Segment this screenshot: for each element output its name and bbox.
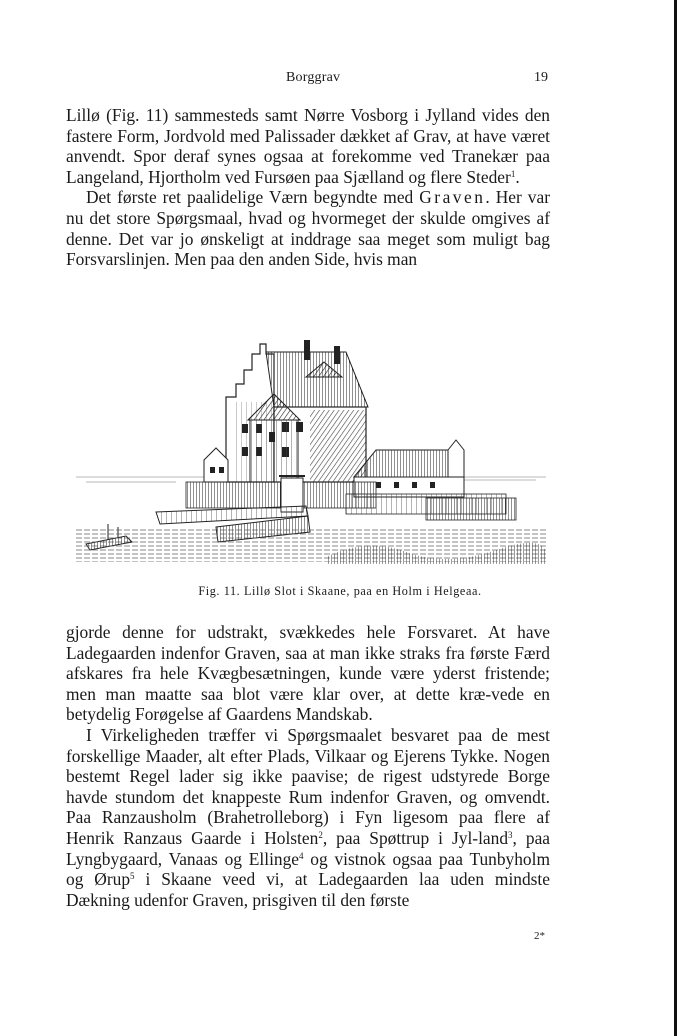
footnote-ref: 4 xyxy=(299,850,304,861)
paragraph: gjorde denne for udstrakt, svækkedes hele Forsvaret. At have Ladegaarden indenfor Graven, saa at man ikke straks fra første Færd afskares fra hele Kvægbesætningen, kunde være yderst fristende; men man maatte saa blot være klar over, at dette kræ-vede en betydelig Forøgelse af Gaardens Mandskab. xyxy=(66,622,550,725)
emphasis-spaced: Graven xyxy=(419,187,486,208)
castle-illustration xyxy=(76,332,546,577)
footnote-ref: 3 xyxy=(508,829,513,840)
small-house-left xyxy=(204,448,228,482)
footnote-ref: 1 xyxy=(510,168,516,179)
paragraph: I Virkeligheden træffer vi Spørgsmaalet besvaret paa de mest forskellige Maader, alt efter Plads, Vilkaar og Ejerens Tykke. Nogen bestemt Regel lader sig ikke paavise; de rigest udstyrede Borge havde stundom det knappeste Rum indenfor Graven, og omvendt. Paa Ranzausholm (Brahetrolleborg) i Fyn ligesom paa flere af Henrik Ranzaus Gaarde i Holsten$^2$, paa Spøttrup i Jyl-land$^3$, paa Lyngbygaard, Vanaas og Ellinge$^4$ og vistnok ogsaa paa Tunbyholm og Ørup$^5$ i Skaane veed vi, at Ladegaarden laa uden mindste Dækning udenfor Graven, prisgiven til den første xyxy=(66,724,551,910)
page-number: 19 xyxy=(534,70,548,85)
footnote-ref: 2 xyxy=(318,829,323,840)
water xyxy=(76,527,546,564)
figure-caption: Fig. 11. Lillø Slot i Skaane, paa en Holm i Helgeaa. xyxy=(198,584,482,598)
text-block-top xyxy=(66,105,550,270)
text-block-bottom xyxy=(66,622,550,910)
paragraph: Lillø (Fig. 11) sammesteds samt Nørre Vosborg i Jylland vides den fastere Form, Jordvold med Palissader dækket af Grav, at have været anvendt. Spor deraf synes ogsaa at forekomme ved Tranekær paa Langeland, Hjortholm ved Fursøen paa Sjælland og flere Steder$^1$. xyxy=(66,105,550,187)
footnote-ref: 5 xyxy=(130,871,135,882)
main-roof xyxy=(266,340,368,407)
paragraph: Det første ret paalidelige Værn begyndte med Graven. Her var nu det store Spørgsmaal, hvad og hvormeget der skulde omgives af denne. Det var jo ønskeligt at inddrage saa meget som muligt bag Forsvarslinjen. Men paa den anden Side, hvis man xyxy=(66,187,550,270)
running-head: Borggrav xyxy=(286,70,341,85)
signature-mark: 2* xyxy=(534,930,545,942)
